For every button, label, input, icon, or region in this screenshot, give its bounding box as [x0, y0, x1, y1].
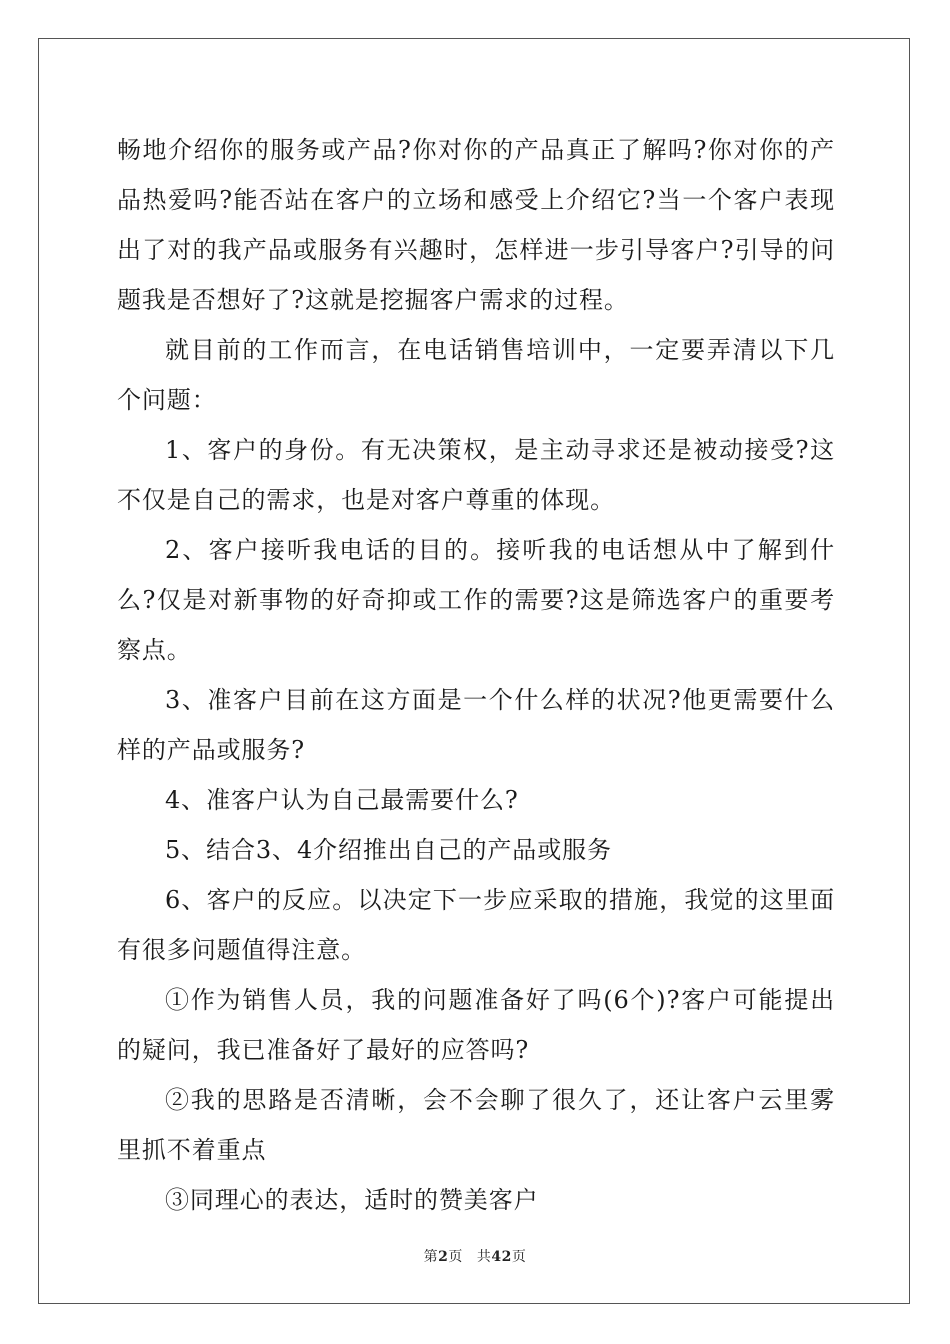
paragraph-9: ①作为销售人员，我的问题准备好了吗(6个)?客户可能提出的疑问，我已准备好了最好的应答吗?	[117, 986, 835, 1064]
paragraph-7: 5、结合3、4介绍推出自己的产品或服务	[165, 836, 612, 864]
document-body	[117, 125, 835, 1225]
page-prefix: 第	[423, 1249, 439, 1265]
total-pages: 42	[491, 1249, 512, 1265]
paragraph-10: ②我的思路是否清晰，会不会聊了很久了，还让客户云里雾里抓不着重点	[117, 1086, 835, 1164]
total-prefix: 共	[476, 1249, 492, 1265]
paragraph-2: 就目前的工作而言，在电话销售培训中，一定要弄清以下几个问题：	[117, 336, 835, 414]
paragraph-8: 6、客户的反应。以决定下一步应采取的措施，我觉的这里面有很多问题值得注意。	[117, 886, 835, 964]
paragraph-1: 畅地介绍你的服务或产品?你对你的产品真正了解吗?你对你的产品热爱吗?能否站在客户的立场和感受上介绍它?当一个客户表现出了对的我产品或服务有兴趣时，怎样进一步引导客户?引导的问题我是否想好了?这就是挖掘客户需求的过程。	[117, 136, 835, 314]
paragraph-3: 1、客户的身份。有无决策权，是主动寻求还是被动接受?这不仅是自己的需求，也是对客户尊重的体现。	[117, 436, 835, 514]
paragraph-6: 4、准客户认为自己最需要什么?	[165, 786, 519, 814]
paragraph-4: 2、客户接听我电话的目的。接听我的电话想从中了解到什么?仅是对新事物的好奇抑或工作的需要?这是筛选客户的重要考察点。	[117, 536, 835, 664]
paragraph-11: ③同理心的表达，适时的赞美客户	[165, 1186, 539, 1214]
paragraph-5: 3、准客户目前在这方面是一个什么样的状况?他更需要什么样的产品或服务?	[117, 686, 835, 764]
page-suffix: 页	[448, 1249, 463, 1265]
page-number: 2	[438, 1249, 449, 1265]
total-suffix: 页	[511, 1249, 527, 1265]
page-footer	[0, 1246, 950, 1266]
